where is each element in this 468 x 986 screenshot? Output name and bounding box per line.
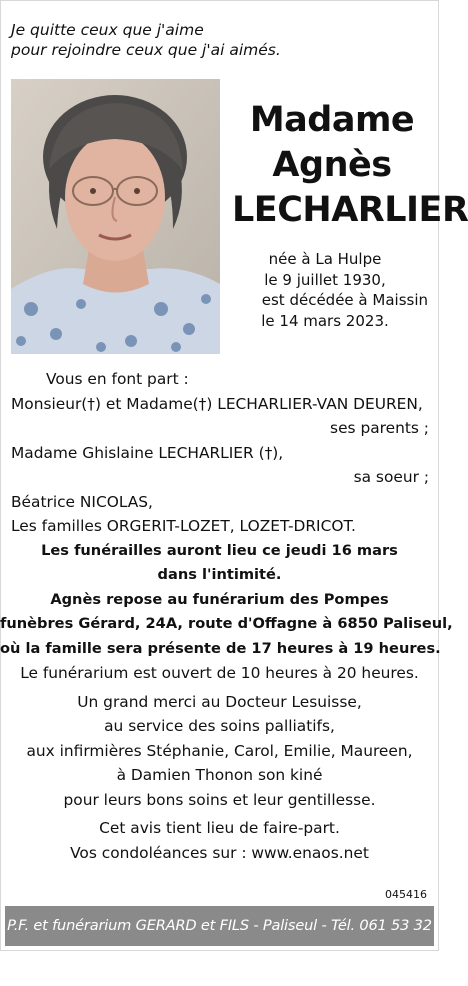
death-place: est décédée à Maissin: [261, 291, 428, 309]
notice-line: Cet avis tient lieu de faire-part.: [99, 819, 340, 837]
funeral-home-footer: P.F. et funérarium GERARD et FILS - Paliseul - Tél. 061 53 32 84: [5, 906, 434, 946]
parents-relation: ses parents ;: [330, 419, 429, 437]
thanks-line-5: pour leurs bons soins et leur gentillesse.: [63, 790, 376, 809]
opening-quote: [11, 20, 281, 60]
birth-date: le 9 juillet 1930,: [264, 270, 386, 289]
intro-line: Vous en font part :: [46, 370, 189, 388]
funeral-line-1: Les funérailles auront lieu ce jeudi 16 mars: [41, 541, 398, 559]
deceased-title: Madame: [249, 100, 415, 140]
portrait-image: [11, 79, 220, 354]
quote-line-2: pour rejoindre ceux que j'ai aimés.: [11, 41, 281, 59]
rest-line-3: où la famille sera présente de 17 heures à 19 heures.: [0, 639, 441, 657]
sister-relation: sa soeur ;: [353, 468, 429, 486]
opening-hours: Le funérarium est ouvert de 10 heures à 20 heures.: [20, 664, 419, 682]
deceased-last-name: LECHARLIER: [232, 190, 468, 230]
portrait-photo: [11, 79, 220, 354]
condolences-line: Vos condoléances sur : www.enaos.net: [70, 843, 369, 862]
deceased-name: [232, 98, 468, 233]
parents-names: Monsieur(†) et Madame(†) LECHARLIER-VAN DEUREN,: [11, 394, 423, 413]
announcement-body: [0, 367, 453, 865]
birth-line: née à La Hulpe: [268, 250, 382, 268]
families-line: Les familles ORGERIT-LOZET, LOZET-DRICOT.: [11, 517, 356, 535]
funeral-line-2: dans l'intimité.: [157, 566, 282, 583]
thanks-line-4: à Damien Thonon son kiné: [116, 766, 323, 784]
birth-death-info: [225, 249, 428, 331]
death-date: le 14 mars 2023.: [261, 311, 389, 330]
rest-line-1: Agnès repose au funérarium des Pompes: [50, 590, 389, 608]
quote-line-1: Je quitte ceux que j'aime: [11, 21, 204, 39]
rest-line-2: funèbres Gérard, 24A, route d'Offagne à 6850 Paliseul,: [0, 615, 453, 632]
thanks-line-3: aux infirmières Stéphanie, Carol, Emilie, Maureen,: [26, 741, 413, 760]
reference-number: 045416: [385, 888, 427, 901]
sister-name: Madame Ghislaine LECHARLIER (†),: [11, 443, 284, 462]
deceased-first-name: Agnès: [272, 145, 392, 185]
thanks-line-2: au service des soins palliatifs,: [104, 717, 335, 735]
thanks-line-1: Un grand merci au Docteur Lesuisse,: [77, 692, 362, 711]
family-member-line: Béatrice NICOLAS,: [11, 492, 153, 511]
